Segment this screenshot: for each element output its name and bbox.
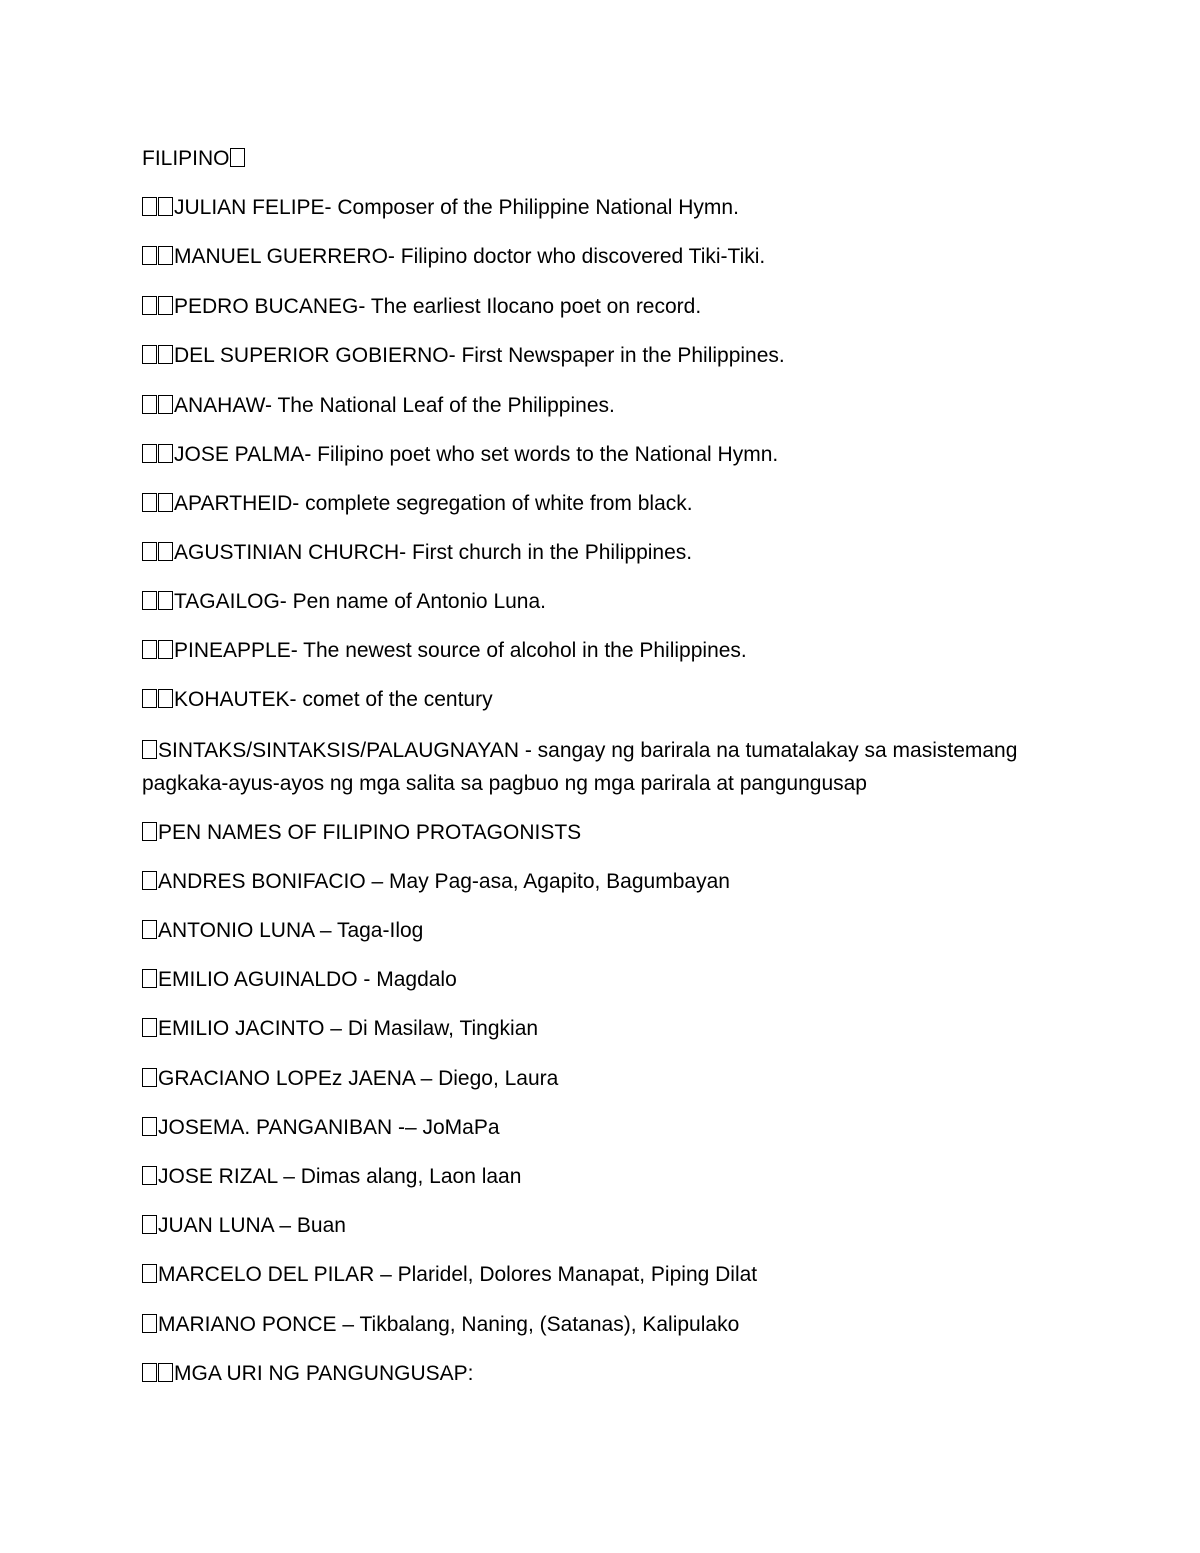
list-item-text: EMILIO JACINTO – Di Masilaw, Tingkian	[158, 1017, 539, 1040]
missing-glyph-icon	[158, 246, 173, 265]
list-item-text: JULIAN FELIPE- Composer of the Philippine National Hymn.	[174, 196, 739, 219]
list-item-text: ANDRES BONIFACIO – May Pag-asa, Agapito, Bagumbayan	[158, 870, 730, 893]
list-item-text: KOHAUTEK- comet of the century	[174, 688, 493, 711]
missing-glyph-icon	[142, 1068, 157, 1087]
missing-glyph-icon	[142, 920, 157, 939]
list-item	[142, 869, 1082, 895]
list-item	[142, 1066, 1082, 1092]
missing-glyph-icon	[142, 740, 157, 759]
list-item	[142, 820, 1082, 846]
list-item-text: MARCELO DEL PILAR – Plaridel, Dolores Manapat, Piping Dilat	[158, 1263, 758, 1286]
list-item	[142, 244, 1082, 270]
list-item-text: ANAHAW- The National Leaf of the Philippines.	[174, 394, 615, 417]
missing-glyph-icon	[142, 591, 157, 610]
missing-glyph-icon	[142, 689, 157, 708]
missing-glyph-icon	[142, 1018, 157, 1037]
missing-glyph-icon	[158, 1363, 173, 1382]
list-item	[142, 1262, 1082, 1288]
missing-glyph-icon	[142, 1166, 157, 1185]
list-item	[142, 1164, 1082, 1190]
missing-glyph-icon	[142, 1314, 157, 1333]
list-item	[142, 294, 1082, 320]
missing-glyph-icon	[142, 395, 157, 414]
list-item-text: GRACIANO LOPEz JAENA – Diego, Laura	[158, 1067, 559, 1090]
missing-glyph-icon	[230, 148, 245, 167]
list-item-text: EMILIO AGUINALDO - Magdalo	[158, 968, 457, 991]
list-item	[142, 393, 1082, 419]
missing-glyph-icon	[142, 246, 157, 265]
missing-glyph-icon	[142, 197, 157, 216]
missing-glyph-icon	[158, 542, 173, 561]
list-item	[142, 1213, 1082, 1239]
list-item-text: SINTAKS/SINTAKSIS/PALAUGNAYAN - sangay ng barirala na tumatalakay sa masistemang pagkaka-ayus-ayos ng mga salita sa pagbuo ng mga parirala at pangungusap	[142, 739, 1018, 795]
list-item-text: MGA URI NG PANGUNGUSAP:	[174, 1362, 474, 1385]
list-item-text: JUAN LUNA – Buan	[158, 1214, 346, 1237]
missing-glyph-icon	[142, 822, 157, 841]
list-item	[142, 343, 1082, 369]
missing-glyph-icon	[142, 640, 157, 659]
list-item	[142, 1312, 1082, 1338]
list-item	[142, 1016, 1082, 1042]
missing-glyph-icon	[158, 395, 173, 414]
list-item	[142, 491, 1082, 517]
list-item-text: PINEAPPLE- The newest source of alcohol in the Philippines.	[174, 639, 747, 662]
list-item	[142, 638, 1082, 664]
missing-glyph-icon	[158, 591, 173, 610]
missing-glyph-icon	[158, 296, 173, 315]
missing-glyph-icon	[158, 444, 173, 463]
missing-glyph-icon	[142, 542, 157, 561]
list-item	[142, 1361, 1082, 1387]
list-item-text: JOSE RIZAL – Dimas alang, Laon laan	[158, 1165, 522, 1188]
missing-glyph-icon	[142, 1264, 157, 1283]
list-item-text: AGUSTINIAN CHURCH- First church in the Philippines.	[174, 541, 693, 564]
missing-glyph-icon	[142, 1215, 157, 1234]
list-item-text: JOSE PALMA- Filipino poet who set words to the National Hymn.	[174, 443, 779, 466]
missing-glyph-icon	[158, 640, 173, 659]
list-item	[142, 442, 1082, 468]
list-item	[142, 734, 1082, 800]
list-item	[142, 918, 1082, 944]
missing-glyph-icon	[142, 444, 157, 463]
missing-glyph-icon	[142, 1117, 157, 1136]
list-item-text: PEN NAMES OF FILIPINO PROTAGONISTS	[158, 821, 582, 844]
list-item-text: JOSEMA. PANGANIBAN -– JoMaPa	[158, 1116, 500, 1139]
missing-glyph-icon	[158, 689, 173, 708]
list-item-text: TAGAILOG- Pen name of Antonio Luna.	[174, 590, 546, 613]
list-item	[142, 1115, 1082, 1141]
missing-glyph-icon	[142, 871, 157, 890]
missing-glyph-icon	[142, 493, 157, 512]
missing-glyph-icon	[158, 197, 173, 216]
missing-glyph-icon	[142, 345, 157, 364]
missing-glyph-icon	[142, 296, 157, 315]
list-item-text: ANTONIO LUNA – Taga-Ilog	[158, 919, 424, 942]
missing-glyph-icon	[158, 493, 173, 512]
list-item	[142, 687, 1082, 713]
list-item-text: MARIANO PONCE – Tikbalang, Naning, (Satanas), Kalipulako	[158, 1313, 740, 1336]
list-item	[142, 967, 1082, 993]
document-title	[142, 146, 1082, 172]
list-item-text: PEDRO BUCANEG- The earliest Ilocano poet on record.	[174, 295, 702, 318]
missing-glyph-icon	[142, 969, 157, 988]
list-item-text: DEL SUPERIOR GOBIERNO- First Newspaper in the Philippines.	[174, 344, 785, 367]
list-item-text: APARTHEID- complete segregation of white from black.	[174, 492, 693, 515]
list-item	[142, 589, 1082, 615]
list-item	[142, 540, 1082, 566]
missing-glyph-icon	[158, 345, 173, 364]
missing-glyph-icon	[142, 1363, 157, 1382]
title-text: FILIPINO	[142, 147, 230, 170]
list-item-text: MANUEL GUERRERO- Filipino doctor who discovered Tiki-Tiki.	[174, 245, 766, 268]
list-item	[142, 195, 1082, 221]
